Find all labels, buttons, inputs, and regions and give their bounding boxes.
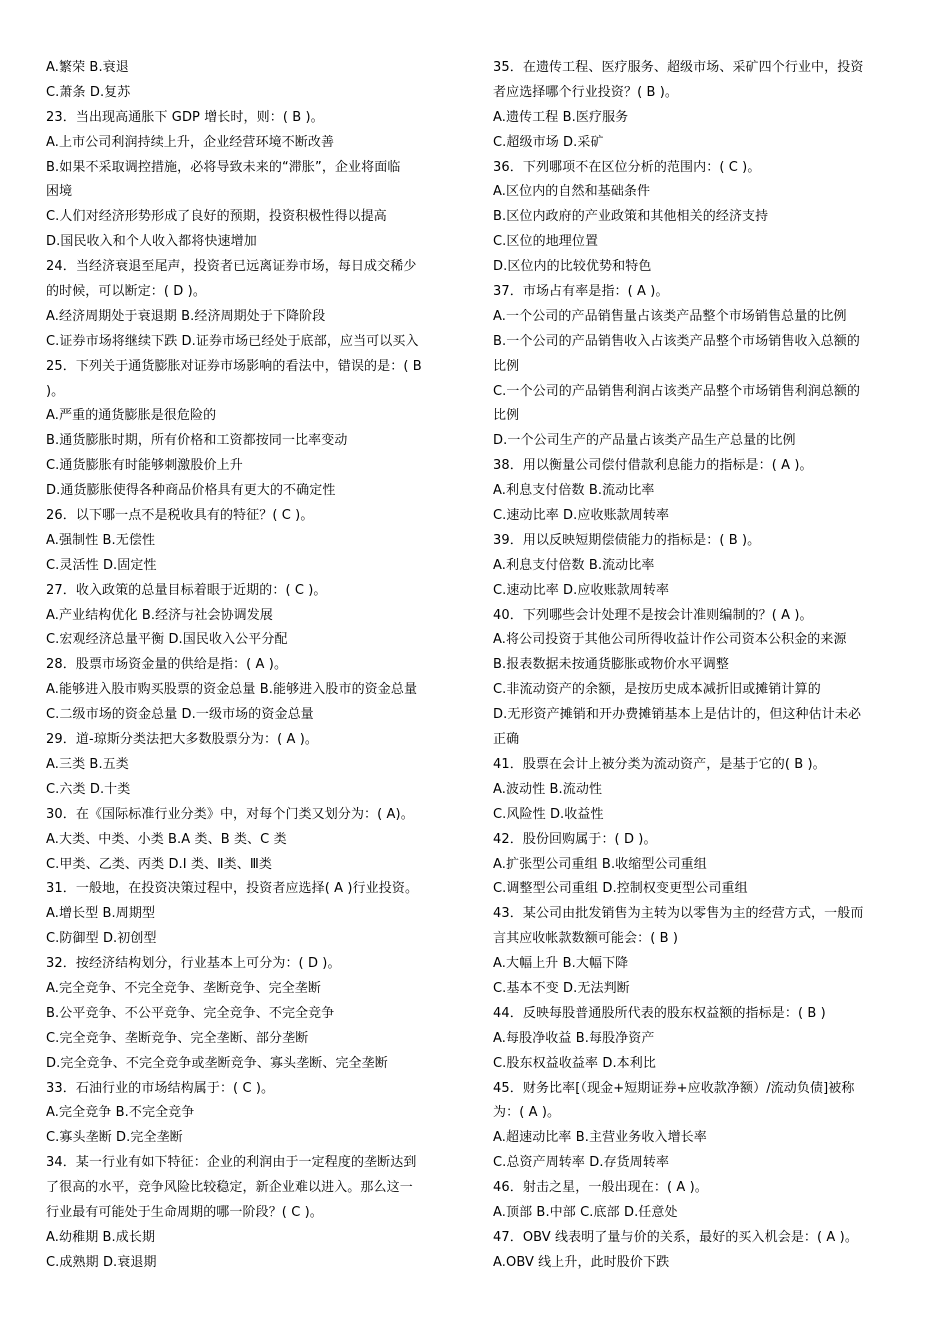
text-line: C.宏观经济总量平衡 D.国民收入公平分配	[46, 632, 288, 648]
text-line: A.大类、中类、小类 B.A 类、B 类、C 类	[46, 831, 287, 847]
text-line: 困境	[46, 184, 73, 200]
text-line: A.一个公司的产品销售量占该类产品整个市场销售总量的比例	[493, 308, 847, 324]
text-line: A.遗传工程 B.医疗服务	[493, 109, 629, 125]
text-line: B.公平竞争、不公平竞争、完全竞争、不完全竞争	[46, 1005, 335, 1021]
text-line: 比例	[493, 358, 520, 374]
text-line: A.能够进入股市购买股票的资金总量 B.能够进入股市的资金总量	[46, 682, 418, 698]
text-line: 45．财务比率[（现金+短期证券+应收款净额）/流动负债]被称	[493, 1080, 855, 1096]
text-line: 29．道-琼斯分类法把大多数股票分为：( A )。	[46, 732, 319, 748]
text-line: A.将公司投资于其他公司所得收益计作公司资本公积金的来源	[493, 632, 847, 648]
left-column	[46, 56, 458, 1276]
text-line: D.无形资产摊销和开办费摊销基本上是估计的，但这种估计未必	[493, 707, 862, 723]
text-line: 47．OBV 线表明了量与价的关系，最好的买入机会是：( A )。	[493, 1229, 858, 1245]
text-line: A.上市公司利润持续上升，企业经营环境不断改善	[46, 134, 335, 150]
text-line: 比例	[493, 408, 520, 424]
text-line: )。	[46, 383, 65, 399]
text-line: 38．用以衡量公司偿付借款利息能力的指标是：( A )。	[493, 458, 813, 474]
text-line: C.速动比率 D.应收账款周转率	[493, 508, 670, 524]
text-line: C.完全竞争、垄断竞争、完全垄断、部分垄断	[46, 1030, 309, 1046]
text-line: 26．以下哪一点不是税收具有的特征？( C )。	[46, 508, 314, 524]
text-line: 28．股票市场资金量的供给是指：( A )。	[46, 657, 288, 673]
text-line: 44．反映每股普通股所代表的股东权益额的指标是：( B )	[493, 1005, 826, 1021]
text-line: A.利息支付倍数 B.流动比率	[493, 557, 655, 573]
text-line: C.风险性 D.收益性	[493, 806, 604, 822]
text-line: C.超级市场 D.采矿	[493, 134, 604, 150]
text-line: 27．收入政策的总量目标着眼于近期的：( C )。	[46, 582, 327, 598]
text-line: A.OBV 线上升，此时股价下跌	[493, 1254, 670, 1270]
text-line: 43．某公司由批发销售为主转为以零售为主的经营方式，一般而	[493, 906, 864, 922]
text-line: A.三类 B.五类	[46, 756, 129, 772]
text-line: 36．下列哪项不在区位分析的范围内：( C )。	[493, 159, 761, 175]
text-line: C.灵活性 D.固定性	[46, 557, 157, 573]
text-line: C.股东权益收益率 D.本利比	[493, 1055, 656, 1071]
text-line: 言其应收帐款数额可能会：( B )	[493, 931, 679, 947]
text-line: C.一个公司的产品销售利润占该类产品整个市场销售利润总额的	[493, 383, 861, 399]
text-line: 行业最有可能处于生命周期的哪一阶段？( C )。	[46, 1204, 323, 1220]
text-line: A.增长型 B.周期型	[46, 906, 156, 922]
text-line: B.报表数据未按通货膨胀或物价水平调整	[493, 657, 729, 673]
text-line: C.防御型 D.初创型	[46, 931, 157, 947]
text-line: C.非流动资产的余额，是按历史成本减折旧或摊销计算的	[493, 682, 821, 698]
text-line: 者应选择哪个行业投资？( B )。	[493, 84, 679, 100]
text-line: A.严重的通货膨胀是很危险的	[46, 408, 217, 424]
text-line: A.完全竞争 B.不完全竞争	[46, 1105, 195, 1121]
text-line: A.产业结构优化 B.经济与社会协调发展	[46, 607, 273, 623]
text-line: B.区位内政府的产业政策和其他相关的经济支持	[493, 209, 769, 225]
text-line: 33．石油行业的市场结构属于：( C )。	[46, 1080, 275, 1096]
text-line: D.完全竞争、不完全竞争或垄断竞争、寡头垄断、完全垄断	[46, 1055, 388, 1071]
text-line: B.一个公司的产品销售收入占该类产品整个市场销售收入总额的	[493, 333, 860, 349]
text-line: C.萧条 D.复苏	[46, 84, 131, 100]
text-line: 41．股票在会计上被分类为流动资产，是基于它的( B )。	[493, 756, 826, 772]
text-line: 了很高的水平，竞争风险比较稳定，新企业难以进入。那么这一	[46, 1180, 413, 1196]
text-line: D.通货膨胀使得各种商品价格具有更大的不确定性	[46, 483, 336, 499]
text-line: D.国民收入和个人收入都将快速增加	[46, 234, 257, 250]
text-line: 42．股份回购属于：( D )。	[493, 831, 657, 847]
text-line: 24．当经济衰退至尾声，投资者已远离证券市场，每日成交稀少	[46, 259, 417, 275]
text-line: A.幼稚期 B.成长期	[46, 1229, 156, 1245]
text-line: D.一个公司生产的产品量占该类产品生产总量的比例	[493, 433, 796, 449]
text-line: C.人们对经济形势形成了良好的预期，投资积极性得以提高	[46, 209, 387, 225]
text-line: B.如果不采取调控措施，必将导致未来的“滞胀”，企业将面临	[46, 159, 401, 175]
text-line: B.通货膨胀时期，所有价格和工资都按同一比率变动	[46, 433, 348, 449]
text-line: 23．当出现高通胀下 GDP 增长时，则：( B )。	[46, 109, 324, 125]
text-line: C.总资产周转率 D.存货周转率	[493, 1155, 670, 1171]
text-line: 46．射击之星，一般出现在：( A )。	[493, 1180, 708, 1196]
text-line: 34．某一行业有如下特征：企业的利润由于一定程度的垄断达到	[46, 1155, 417, 1171]
text-line: 为：( A )。	[493, 1105, 561, 1121]
text-line: A.强制性 B.无偿性	[46, 532, 156, 548]
text-line: 的时候，可以断定：( D )。	[46, 284, 206, 300]
text-line: 31．一般地，在投资决策过程中，投资者应选择( A )行业投资。	[46, 881, 419, 897]
text-line: 39．用以反映短期偿债能力的指标是：( B )。	[493, 532, 761, 548]
text-line: A.顶部 B.中部 C.底部 D.任意处	[493, 1204, 678, 1220]
text-line: 25．下列关于通货膨胀对证券市场影响的看法中，错误的是：( B	[46, 358, 422, 374]
text-line: 37．市场占有率是指：( A )。	[493, 284, 669, 300]
text-line: C.甲类、乙类、丙类 D.Ⅰ 类、Ⅱ类、Ⅲ类	[46, 856, 273, 872]
text-line: C.二级市场的资金总量 D.一级市场的资金总量	[46, 707, 314, 723]
text-line: A.区位内的自然和基础条件	[493, 184, 651, 200]
text-line: C.基本不变 D.无法判断	[493, 980, 630, 996]
text-line: A.大幅上升 B.大幅下降	[493, 956, 629, 972]
text-line: 32．按经济结构划分，行业基本上可分为：( D )。	[46, 956, 341, 972]
text-line: C.成熟期 D.衰退期	[46, 1254, 157, 1270]
text-line: A.完全竞争、不完全竞争、垄断竞争、完全垄断	[46, 980, 321, 996]
text-line: A.波动性 B.流动性	[493, 781, 603, 797]
text-line: A.经济周期处于衰退期 B.经济周期处于下降阶段	[46, 308, 326, 324]
text-line: A.繁荣 B.衰退	[46, 60, 129, 75]
text-line: 正确	[493, 732, 520, 748]
text-line: C.速动比率 D.应收账款周转率	[493, 582, 670, 598]
text-line: C.通货膨胀有时能够刺激股价上升	[46, 458, 243, 474]
text-line: D.区位内的比较优势和特色	[493, 259, 652, 275]
text-line: A.每股净收益 B.每股净资产	[493, 1030, 655, 1046]
text-line: A.超速动比率 B.主营业务收入增长率	[493, 1130, 707, 1146]
text-line: C.调整型公司重组 D.控制权变更型公司重组	[493, 881, 748, 897]
text-line: C.寡头垄断 D.完全垄断	[46, 1130, 183, 1146]
right-column	[493, 56, 905, 1276]
text-line: A.扩张型公司重组 B.收缩型公司重组	[493, 856, 707, 872]
text-line: C.六类 D.十类	[46, 781, 131, 797]
text-line: C.区位的地理位置	[493, 234, 599, 250]
text-line: 40．下列哪些会计处理不是按会计准则编制的？( A )。	[493, 607, 813, 623]
text-line: C.证券市场将继续下跌 D.证券市场已经处于底部，应当可以买入	[46, 333, 419, 349]
text-line: 30．在《国际标准行业分类》中，对每个门类又划分为：( A)。	[46, 806, 414, 822]
text-line: 35．在遗传工程、医疗服务、超级市场、采矿四个行业中，投资	[493, 60, 864, 75]
text-line: A.利息支付倍数 B.流动比率	[493, 483, 655, 499]
